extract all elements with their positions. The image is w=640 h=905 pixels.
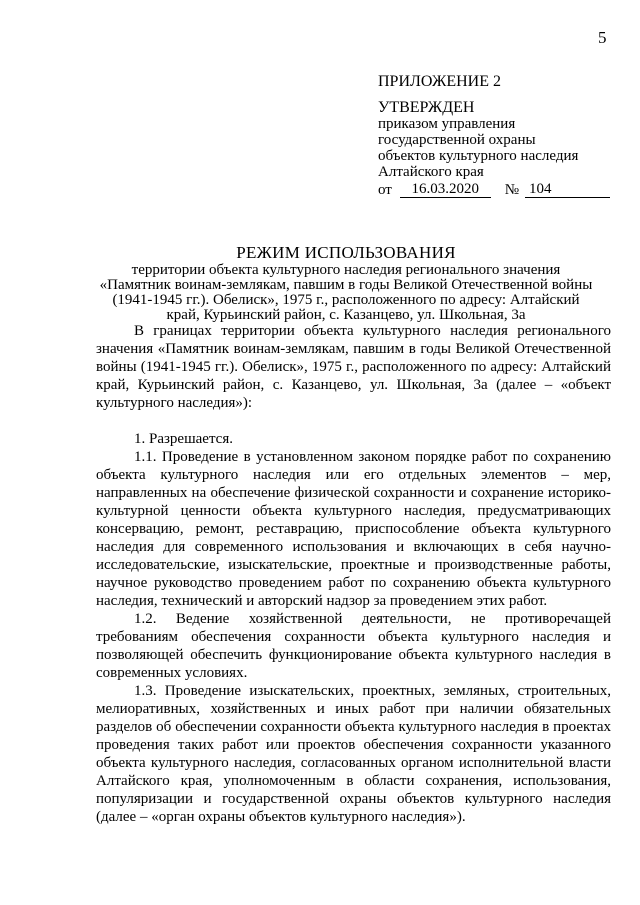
appendix-label: ПРИЛОЖЕНИЕ 2	[378, 73, 502, 90]
approval-line: Алтайского края	[378, 164, 484, 180]
order-number: 104	[525, 182, 610, 198]
list-item: 1.2. Ведение хозяйственной деятельности, не противоречащей требованиям обеспечения сохранности объекта культурного наследия и позволяющей обеспечить функционирование объекта культурного наследия в современных условиях.	[96, 611, 611, 681]
order-line	[378, 182, 610, 198]
document-title: РЕЖИМ ИСПОЛЬЗОВАНИЯ	[236, 243, 456, 262]
approval-line: объектов культурного наследия	[378, 148, 579, 164]
order-date: 16.03.2020	[400, 182, 491, 198]
order-from-label: от	[378, 182, 392, 198]
document-subtitle: территории объекта культурного наследия регионального значения «Памятник воинам-землякам, павшим в годы Великой Отечественной войны (1941-1945 гг.). Обелиск», 1975 г., расположенного по адресу: Алтайский край, Курьинский район, с. Казанцево, ул. Школьная, 3а	[99, 262, 593, 323]
page-number: 5	[598, 28, 607, 47]
approval-line: государственной охраны	[378, 132, 536, 148]
approval-line: приказом управления	[378, 116, 516, 132]
approved-label: УТВЕРЖДЕН	[378, 99, 475, 116]
list-item: 1.3. Проведение изыскательских, проектных, земляных, строительных, мелиоративных, хозяйственных и иных работ при наличии обязательных разделов об обеспечении сохранности объекта культурного наследия в проектах проведения таких работ или проектов обеспечения сохранности указанного объекта культурного наследия, согласованных органом исполнительной власти Алтайского края, уполномоченным в области сохранения, использования, популяризации и государственной охраны объектов культурного наследия (далее – «орган охраны объектов культурного наследия»).	[96, 683, 611, 825]
document-body	[96, 322, 611, 826]
title-block	[96, 244, 596, 323]
approval-block	[378, 74, 610, 198]
list-item: 1.1. Проведение в установленном законом порядке работ по сохранению объекта культурного наследия или его отдельных элементов – мер, направленных на обеспечение физической сохранности и сохранение историко-культурной ценности объекта культурного наследия, предусматривающих консервацию, ремонт, реставрацию, приспособление объекта культурного наследия для современного использования и включающих в себя научно-исследовательские, изыскательские, проектные и производственные работы, научное руководство проведением работ по сохранению объекта культурного наследия, технический и авторский надзор за проведением этих работ.	[96, 449, 611, 609]
intro-paragraph: В границах территории объекта культурного наследия регионального значения «Памятник воинам-землякам, павшим в годы Великой Отечественной войны (1941-1945 гг.). Обелиск», 1975 г., расположенного по адресу: Алтайский край, Курьинский район, с. Казанцево, ул. Школьная, 3а (далее – «объект культурного наследия»):	[96, 323, 611, 411]
order-number-label: №	[504, 182, 520, 198]
section-heading: 1. Разрешается.	[134, 431, 233, 447]
